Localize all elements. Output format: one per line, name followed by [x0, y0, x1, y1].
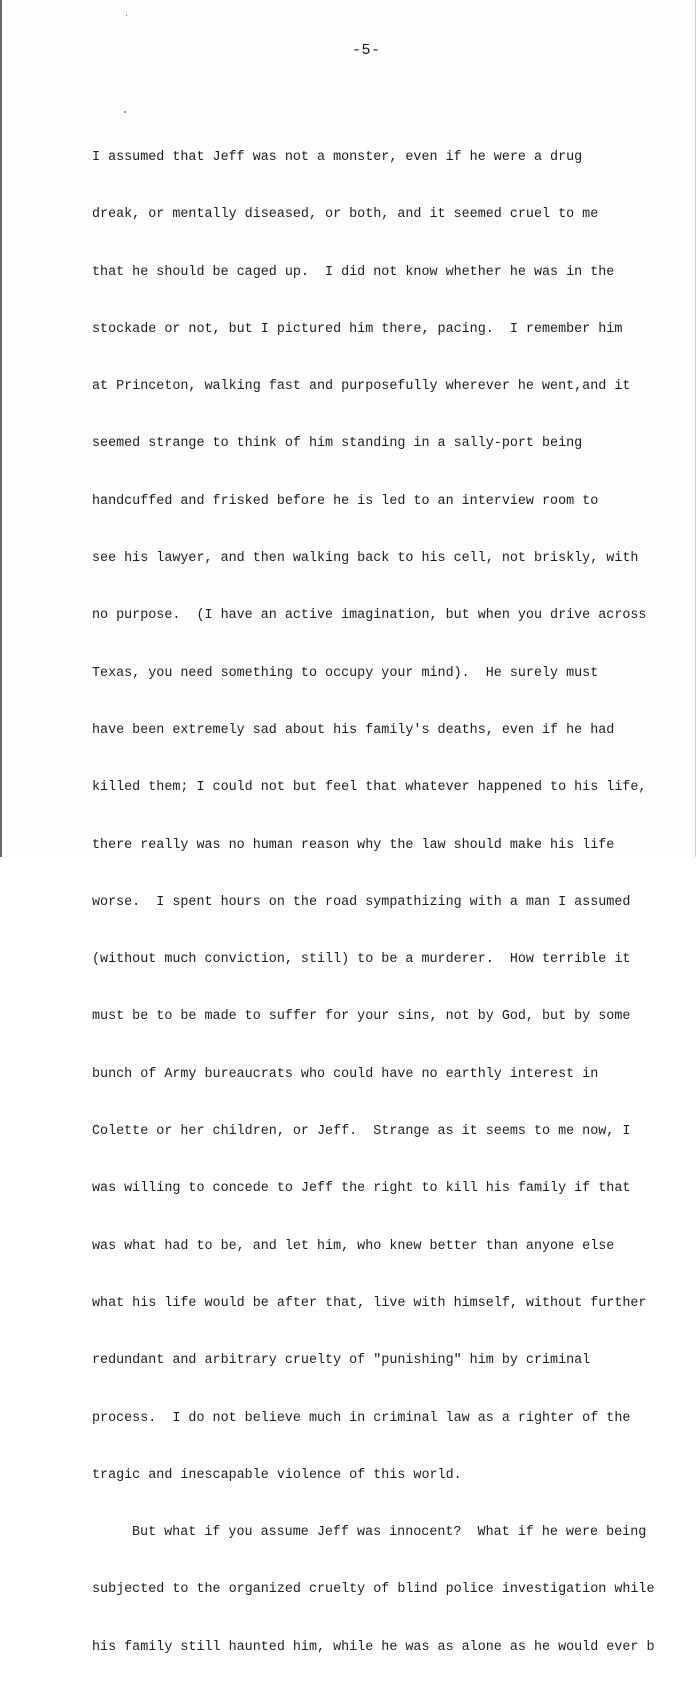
scan-speck — [126, 15, 127, 16]
text-line: that he should be caged up. I did not know whether he was in the — [92, 264, 615, 280]
text-line: must be to be made to suffer for your sins, not by God, but by some — [92, 1009, 631, 1025]
text-line: what his life would be after that, live with himself, without further — [92, 1295, 647, 1311]
text-line: Texas, you need something to occupy your mind). He surely must — [92, 665, 599, 681]
text-line: Colette or her children, or Jeff. Strange as it seems to me now, I — [92, 1124, 631, 1140]
body-text — [92, 118, 692, 1695]
text-line: handcuffed and frisked before he is led to an interview room to — [92, 493, 599, 509]
text-line: at Princeton, walking fast and purposefully wherever he went,and it — [92, 379, 631, 395]
page-number: -5- — [352, 42, 381, 59]
text-line: have been extremely sad about his family's deaths, even if he had — [92, 722, 615, 738]
text-line: tragic and inescapable violence of this world. — [92, 1467, 462, 1483]
text-line: was what had to be, and let him, who knew better than anyone else — [92, 1238, 615, 1254]
page-left-edge — [0, 0, 2, 857]
text-line: see his lawyer, and then walking back to his cell, not briskly, with — [92, 551, 639, 567]
text-line: there really was no human reason why the law should make his life — [92, 837, 615, 853]
paragraph-start-line: But what if you assume Jeff was innocent? What if he were being — [132, 1525, 647, 1541]
text-line: his family still haunted him, while he was as alone as he would ever b — [92, 1639, 655, 1655]
text-line: process. I do not believe much in criminal law as a righter of the — [92, 1410, 631, 1426]
text-line: stockade or not, but I pictured him there, pacing. I remember him — [92, 321, 623, 337]
text-line: seemed strange to think of him standing in a sally-port being — [92, 436, 583, 452]
text-line: redundant and arbitrary cruelty of "punishing" him by criminal — [92, 1353, 591, 1369]
text-line: subjected to the organized cruelty of blind police investigation while — [92, 1582, 655, 1598]
text-line: I assumed that Jeff was not a monster, even if he were a drug — [92, 150, 583, 165]
text-line: worse. I spent hours on the road sympathizing with a man I assumed — [92, 894, 631, 910]
text-line: no purpose. (I have an active imagination, but when you drive across — [92, 608, 647, 624]
text-line: dreak, or mentally diseased, or both, and it seemed cruel to me — [92, 207, 599, 223]
text-line: bunch of Army bureaucrats who could have no earthly interest in — [92, 1066, 599, 1082]
text-line: was willing to concede to Jeff the right to kill his family if that — [92, 1181, 631, 1197]
text-line: (without much conviction, still) to be a murderer. How terrible it — [92, 952, 631, 968]
text-line: killed them; I could not but feel that whatever happened to his life, — [92, 780, 647, 796]
scan-speck — [124, 111, 126, 113]
